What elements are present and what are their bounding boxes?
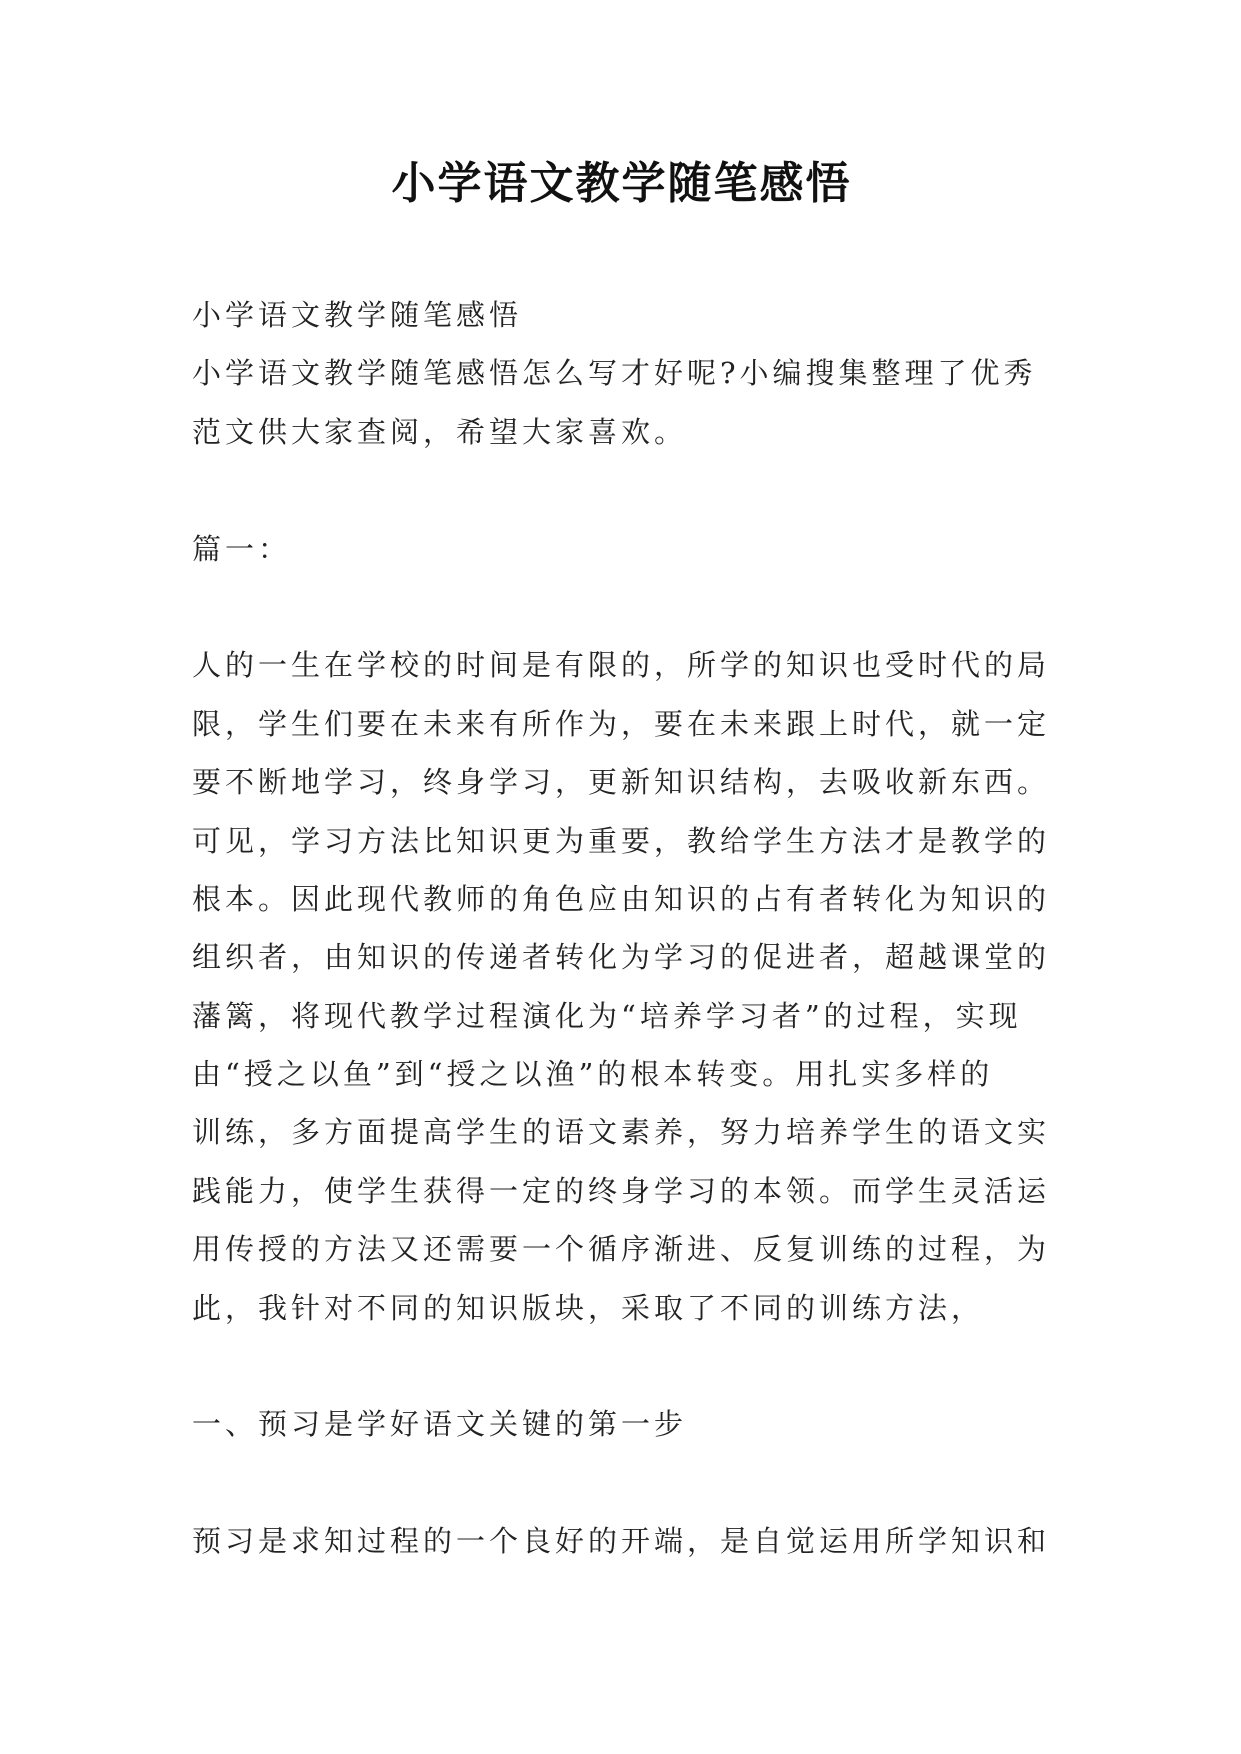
body-line: 人的一生在学校的时间是有限的，所学的知识也受时代的局 (192, 648, 1051, 683)
paragraph-1 (192, 636, 1092, 1337)
paragraph-2 (192, 1512, 1092, 1570)
body-line: 预习是求知过程的一个良好的开端，是自觉运用所学知识和 (192, 1524, 1051, 1559)
body-line: 藩篱，将现代教学过程演化为“培养学习者”的过程，实现 (192, 998, 1022, 1033)
body-line: 可见，学习方法比知识更为重要，教给学生方法才是教学的 (192, 823, 1051, 858)
blank-line (192, 461, 1092, 519)
intro-line: 小学语文教学随笔感悟怎么写才好呢?小编搜集整理了优秀 (192, 356, 1037, 391)
body-line: 训练，多方面提高学生的语文素养，努力培养学生的语文实 (192, 1115, 1051, 1150)
body-line: 组织者，由知识的传递者转化为学习的促进者，超越课堂的 (192, 940, 1051, 975)
body-line: 践能力，使学生获得一定的终身学习的本领。而学生灵活运 (192, 1173, 1051, 1208)
body-line: 由“授之以鱼”到“授之以渔”的根本转变。用扎实多样的 (192, 1057, 994, 1092)
blank-line (192, 578, 1092, 636)
document-heading: 小学语文教学随笔感悟 (192, 298, 523, 332)
blank-line (192, 1337, 1092, 1395)
body-line: 限，学生们要在未来有所作为，要在未来跟上时代，就一定 (192, 706, 1051, 741)
subheading: 一、预习是学好语文关键的第一步 (192, 1407, 688, 1442)
body-line: 根本。因此现代教师的角色应由知识的占有者转化为知识的 (192, 881, 1051, 916)
document-title: 小学语文教学随笔感悟 (391, 158, 852, 209)
body-line: 要不断地学习，终身学习，更新知识结构，去吸收新东西。 (192, 765, 1051, 800)
section-label: 篇一： (192, 531, 292, 566)
blank-line (192, 1454, 1092, 1512)
document-body (192, 286, 1092, 1571)
body-line: 此，我针对不同的知识版块，采取了不同的训练方法， (192, 1290, 985, 1325)
intro-line: 范文供大家查阅，希望大家喜欢。 (192, 414, 688, 449)
body-line: 用传授的方法又还需要一个循序渐进、反复训练的过程，为 (192, 1232, 1051, 1267)
